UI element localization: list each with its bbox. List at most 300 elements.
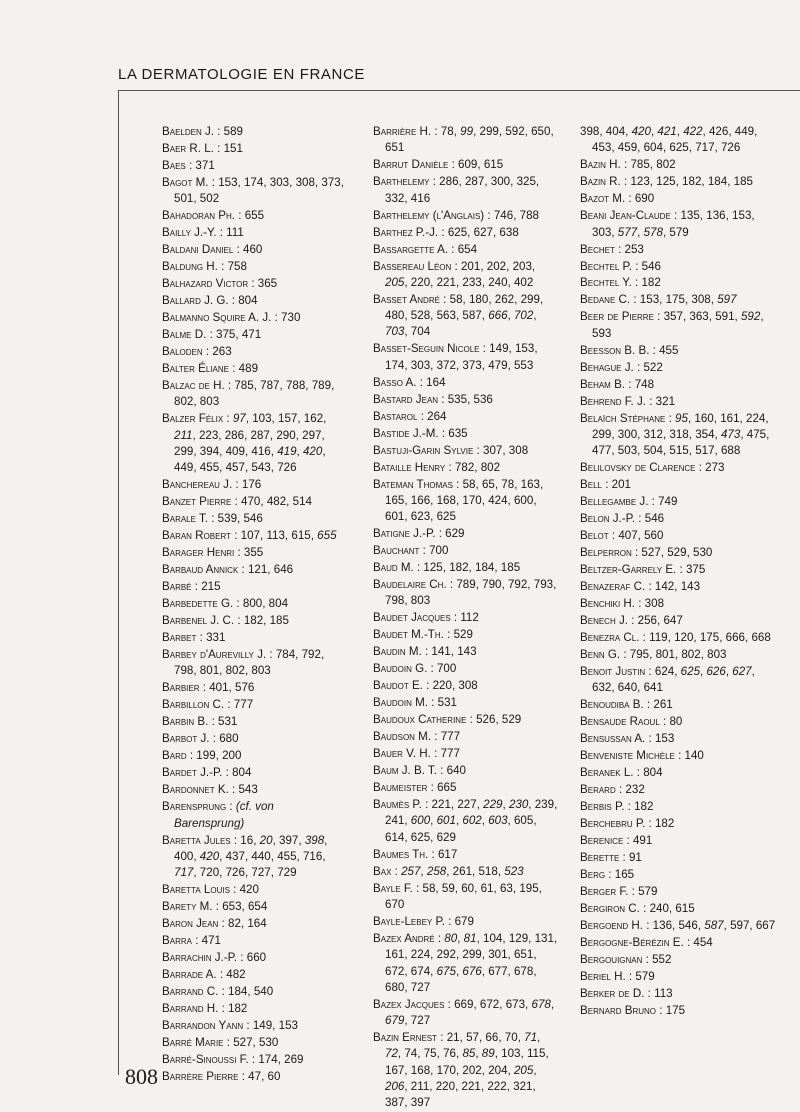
index-entry: Barrière H. : 78, 99, 299, 592, 650, 651: [373, 125, 554, 155]
entry-name: Ballard J. G.: [162, 294, 229, 308]
entry-name: Berenice: [580, 834, 624, 848]
entry-page-refs: 221, 227, 229, 230, 239, 241, 600, 601, 602, 603, 605, 614, 625, 629: [385, 798, 558, 844]
entry-name: Baum J. B. T.: [373, 764, 437, 778]
entry-name: Bard: [162, 749, 187, 763]
index-entry: Banzet Pierre : 470, 482, 514: [162, 495, 312, 509]
entry-page-refs: 522: [643, 360, 663, 374]
index-entry: Baes : 371: [162, 158, 215, 172]
entry-name: Baudot E.: [373, 679, 423, 693]
index-entry: Berard : 232: [580, 783, 645, 797]
index-entry: Baloden : 263: [162, 345, 232, 359]
entry-page-refs: 331: [206, 631, 226, 645]
entry-name: Bayle-Lebey P.: [373, 915, 445, 929]
index-entry: Bax : 257, 258, 261, 518, 523: [373, 864, 524, 878]
entry-page-refs: 804: [643, 766, 663, 780]
entry-page-refs: 47, 60: [248, 1069, 281, 1083]
entry-name: Bazin H.: [580, 158, 621, 172]
entry-page-refs: 123, 125, 182, 184, 185: [630, 175, 753, 189]
index-entry: Barbenel J. C. : 182, 185: [162, 614, 289, 628]
index-entry: Barbedette G. : 800, 804: [162, 597, 289, 611]
index-entry: Barbot J. : 680: [162, 732, 239, 746]
entry-page-refs: 804: [232, 766, 252, 780]
entry-page-refs: 471: [201, 934, 221, 948]
index-entry: Berenice : 491: [580, 834, 653, 848]
index-entry: Behrend F. J. : 321: [580, 394, 676, 408]
entry-page-refs: 58, 180, 262, 299, 480, 528, 563, 587, 666, 702, 703, 704: [385, 292, 544, 339]
index-entry: Beltzer-Garrely E. : 375: [580, 563, 706, 577]
entry-page-refs: 795, 801, 802, 803: [629, 648, 727, 662]
index-column-1: [162, 124, 346, 1083]
entry-name: Baes: [162, 158, 186, 172]
entry-name: Balme D.: [162, 328, 207, 342]
entry-name: Bassereau Léon: [373, 259, 452, 273]
index-entry: Belot : 407, 560: [580, 529, 664, 543]
index-entry: Bataille Henry : 782, 802: [373, 460, 501, 474]
index-entry: Barbé : 215: [162, 580, 221, 594]
entry-name: Baudin M.: [373, 645, 422, 659]
entry-page-refs: 264: [427, 409, 447, 423]
index-entry: Benchiki H. : 308: [580, 597, 665, 611]
index-entry: Bergiron C. : 240, 615: [580, 902, 695, 916]
entry-name: Baran Robert: [162, 529, 231, 543]
index-entry: Bastard Jean : 535, 536: [373, 392, 493, 406]
index-entry: Baron Jean : 82, 164: [162, 917, 267, 931]
entry-page-refs: 142, 143: [654, 580, 701, 594]
index-entry: Benoudiba B. : 261: [580, 698, 673, 712]
index-entry: Bechtel P. : 546: [580, 259, 661, 273]
index-entry: Basset-Seguin Nicole : 149, 153, 174, 303, 372, 373, 479, 553: [373, 342, 538, 372]
entry-name: Barbin B.: [162, 715, 209, 729]
entry-page-refs: 785, 787, 788, 789, 802, 803: [174, 379, 335, 409]
entry-name: Benezra Cl.: [580, 631, 640, 645]
entry-name: Berette: [580, 851, 620, 865]
index-entry: Baer R. L. : 151: [162, 141, 243, 155]
index-entry: Bahadoran Ph. : 655: [162, 209, 265, 223]
entry-page-refs: 746, 788: [493, 208, 539, 222]
entry-name: Beani Jean-Claude: [580, 209, 671, 223]
index-entry: Bassereau Léon : 201, 202, 203, 205, 220, 221, 233, 240, 402: [373, 259, 536, 289]
entry-name: Behague J.: [580, 360, 634, 374]
entry-page-refs: 531: [437, 696, 457, 710]
index-entry: Bazin H. : 785, 802: [580, 158, 676, 172]
index-entry: Bechtel Y. : 182: [580, 276, 661, 290]
entry-page-refs: 182: [654, 817, 675, 831]
index-entry: Baumès P. : 221, 227, 229, 230, 239, 241, 600, 601, 602, 603, 605, 614, 625, 629: [373, 798, 558, 844]
entry-page-refs: 153: [654, 732, 675, 746]
index-entry: Bauer V. H. : 777: [373, 747, 460, 761]
entry-name: Barrade A.: [162, 968, 217, 982]
entry-name: Baudoin M.: [373, 696, 428, 710]
entry-name: Barbillon C.: [162, 698, 225, 712]
entry-page-refs: 176: [241, 478, 262, 492]
entry-page-refs: 286, 287, 300, 325, 332, 416: [385, 175, 540, 205]
index-entry: Belilovsky de Clarence : 273: [580, 461, 725, 475]
entry-name: Barety M.: [162, 900, 213, 914]
entry-name: Baudet M.-Th.: [373, 628, 444, 642]
entry-name: Benazeraf C.: [580, 580, 646, 594]
index-entry: Behague J. : 522: [580, 360, 663, 374]
index-entry: Barrachin J.-P. : 660: [162, 951, 267, 965]
entry-name: Benn G.: [580, 648, 621, 662]
entry-page-refs: 653, 654: [222, 900, 268, 914]
index-entry: Bardet J.-P. : 804: [162, 766, 252, 780]
entry-page-refs: 21, 57, 66, 70, 71, 72, 74, 75, 76, 85, 89, 103, 115, 167, 168, 170, 202, 204, 205, 206, 211, 220, 221, 222, 321, 387, 397: [385, 1031, 549, 1110]
index-entry: Berette : 91: [580, 851, 642, 865]
index-entry: Baudin M. : 141, 143: [373, 645, 477, 659]
entry-name: Bazot M.: [580, 192, 626, 206]
entry-page-refs: 113: [654, 987, 673, 1001]
entry-name: Banchereau J.: [162, 478, 233, 492]
index-entry: Barrère Pierre : 47, 60: [162, 1069, 281, 1083]
index-entry: Balzac de H. : 785, 787, 788, 789, 802, 803: [162, 379, 335, 409]
entry-name: Balter Éliane: [162, 362, 229, 376]
entry-page-refs: 201: [611, 478, 631, 492]
entry-page-refs: 546: [641, 259, 661, 273]
index-entry: Bensaude Raoul : 80: [580, 715, 683, 729]
entry-page-refs: 579: [635, 970, 655, 984]
index-entry: Banchereau J. : 176: [162, 478, 262, 492]
page-number: 808: [125, 1064, 158, 1089]
entry-name: Bastuji-Garin Sylvie: [373, 443, 474, 457]
index-entry: Bernard Bruno : 175: [580, 1004, 686, 1018]
entry-page-refs: 175: [665, 1004, 686, 1018]
index-entry: Bensussan A. : 153: [580, 732, 675, 746]
entry-page-refs: 527, 530: [233, 1035, 279, 1049]
entry-page-refs: 141, 143: [431, 645, 477, 659]
index-entry: Bastuji-Garin Sylvie : 307, 308: [373, 443, 529, 457]
entry-name: Baretta Jules: [162, 833, 231, 847]
index-entry: Beani Jean-Claude : 135, 136, 153, 303, 577, 578, 579: [580, 209, 755, 239]
entry-page-refs: 589: [223, 125, 243, 138]
entry-page-refs: 182: [634, 800, 654, 814]
index-entry: Bazot M. : 690: [580, 192, 655, 206]
index-entry: Barensprung : (cf. von Barensprung): [162, 800, 274, 830]
entry-page-refs: 546: [644, 512, 665, 526]
index-entry: Bell : 201: [580, 478, 631, 492]
index-entry: Bauchant : 700: [373, 544, 449, 558]
entry-page-refs: 491: [632, 834, 653, 848]
entry-name: Bastide J.-M.: [373, 426, 439, 440]
entry-page-refs: 782, 802: [454, 460, 501, 474]
entry-page-refs: 777: [440, 730, 461, 744]
index-entry: Beesson B. B. : 455: [580, 343, 679, 357]
index-entry: Baran Robert : 107, 113, 615, 655: [162, 529, 337, 543]
index-entry: Bergoend H. : 136, 546, 587, 597, 667: [580, 919, 776, 933]
index-entry: Balter Éliane : 489: [162, 362, 259, 376]
entry-name: Bechtel P.: [580, 259, 632, 273]
entry-page-refs: 654: [457, 242, 478, 256]
entry-name: Batigne J.-P.: [373, 527, 436, 541]
entry-name: Baudet Jacques: [373, 611, 451, 625]
index-entry: Baldani Daniel : 460: [162, 243, 263, 257]
index-entry: Benoit Justin : 624, 625, 626, 627, 632, 640, 641: [580, 665, 755, 695]
index-entry: Balhazard Victor : 365: [162, 277, 278, 291]
entry-page-refs: 804: [238, 294, 258, 308]
entry-name: Baer R. L.: [162, 141, 214, 155]
entry-name: Belon J.-P.: [580, 512, 636, 526]
entry-name: Belaïch Stéphane: [580, 411, 666, 425]
entry-name: Barrère Pierre: [162, 1069, 239, 1083]
entry-page-refs: 365: [257, 277, 278, 291]
entry-page-refs: 635: [448, 426, 468, 440]
entry-name: Beer de Pierre: [580, 310, 654, 324]
index-entry: Bechet : 253: [580, 242, 644, 256]
entry-name: Bauer V. H.: [373, 747, 431, 761]
entry-name: Baudson M.: [373, 730, 432, 744]
index-entry: Beranek L. : 804: [580, 766, 663, 780]
entry-page-refs: 165: [614, 868, 635, 882]
entry-page-refs: 164: [426, 375, 446, 389]
index-entry: Baldung H. : 758: [162, 260, 247, 274]
entry-name: Baumeister: [373, 781, 428, 795]
index-column-3: [580, 124, 780, 1054]
index-entry: Barré-Sinoussi F. : 174, 269: [162, 1052, 304, 1066]
entry-name: Barbet: [162, 631, 197, 645]
index-entry: Bergogne-Bérézin E. : 454: [580, 936, 713, 950]
entry-page-refs: 261: [653, 698, 673, 712]
entry-name: Belot: [580, 529, 609, 543]
entry-name: Barrière H.: [373, 125, 432, 138]
entry-page-refs: 78, 99, 299, 592, 650, 651: [385, 125, 554, 155]
entry-page-refs: 321: [655, 394, 676, 408]
entry-page-refs: 125, 182, 184, 185: [423, 561, 521, 575]
entry-page-refs: 199, 200: [196, 749, 242, 763]
entry-name: Barbé: [162, 580, 192, 594]
index-entry: Benveniste Michèle : 140: [580, 749, 704, 763]
entry-name: Baloden: [162, 345, 203, 359]
entry-page-refs: 535, 536: [447, 392, 493, 406]
entry-page-refs: 665: [437, 781, 457, 795]
index-entry: Belon J.-P. : 546: [580, 512, 665, 526]
entry-name: Barrand C.: [162, 985, 219, 999]
entry-page-refs: 16, 20, 397, 398, 400, 420, 437, 440, 455, 716, 717, 720, 726, 727, 729: [174, 833, 328, 880]
index-entry: Baudelaire Ch. : 789, 790, 792, 793, 798, 803: [373, 578, 557, 608]
entry-name: Barrandon Yann: [162, 1018, 244, 1032]
index-entry: Barbillon C. : 777: [162, 698, 254, 712]
entry-page-refs: 112: [460, 611, 479, 625]
entry-name: Balzac de H.: [162, 379, 225, 393]
entry-name: Berbis P.: [580, 800, 625, 814]
entry-name: Belperron: [580, 546, 632, 560]
entry-page-refs: 526, 529: [476, 713, 522, 727]
entry-page-refs: 135, 136, 153, 303, 577, 578, 579: [592, 209, 755, 239]
index-entry: Barale T. : 539, 546: [162, 512, 263, 526]
entry-page-refs: 111: [226, 226, 244, 240]
index-entry: Bagot M. : 153, 174, 303, 308, 373, 501, 502: [162, 175, 344, 206]
entry-page-refs: 609, 615: [458, 158, 504, 172]
index-entry: Bateman Thomas : 58, 65, 78, 163, 165, 166, 168, 170, 424, 600, 601, 623, 625: [373, 477, 544, 524]
index-entry: Baretta Jules : 16, 20, 397, 398, 400, 420, 437, 440, 455, 716, 717, 720, 726, 727, 729: [162, 833, 328, 880]
entry-page-refs: 748: [634, 377, 655, 391]
entry-page-refs: 201, 202, 203, 205, 220, 221, 233, 240, 402: [385, 259, 536, 289]
entry-name: Bernard Bruno: [580, 1004, 657, 1018]
index-entry: Baum J. B. T. : 640: [373, 764, 466, 778]
entry-name: Bechet: [580, 242, 615, 256]
index-entry: Bazin R. : 123, 125, 182, 184, 185: [580, 175, 753, 189]
entry-page-refs: 482: [226, 968, 246, 982]
entry-page-refs: 617: [437, 847, 458, 861]
entry-name: Bataille Henry: [373, 460, 446, 474]
index-entry: Beham B. : 748: [580, 377, 655, 391]
index-columns: [0, 124, 800, 1110]
entry-page-refs: 669, 672, 673, 678, 679, 727: [385, 997, 555, 1028]
index-entry: Berchebru P. : 182: [580, 817, 675, 831]
entry-page-refs: 552: [652, 953, 672, 967]
index-entry: Balme D. : 375, 471: [162, 328, 262, 342]
entry-page-refs: 307, 308: [483, 443, 529, 457]
index-entry: Berker de D. : 113: [580, 987, 673, 1001]
entry-name: Bateman Thomas: [373, 477, 453, 491]
entry-page-refs: 58, 59, 60, 61, 63, 195, 670: [385, 881, 542, 912]
entry-name: Bensussan A.: [580, 732, 646, 746]
index-entry: Bailly J.-Y. : 111: [162, 226, 244, 240]
entry-name: Bedane C.: [580, 293, 631, 307]
entry-page-refs: 140: [684, 749, 704, 763]
index-entry: Beer de Pierre : 357, 363, 591, 592, 593: [580, 310, 764, 340]
index-entry: Bard : 199, 200: [162, 749, 242, 763]
index-entry: Bastarol : 264: [373, 409, 447, 423]
entry-name: Barale T.: [162, 512, 208, 526]
entry-name: Bellegambe J.: [580, 495, 649, 509]
entry-name: Bardonnet K.: [162, 783, 229, 797]
entry-name: Basso A.: [373, 375, 417, 389]
header-rule: [118, 90, 800, 91]
entry-name: Bechtel Y.: [580, 276, 632, 290]
index-entry: Bazex André : 80, 81, 104, 129, 131, 161, 224, 292, 299, 301, 651, 672, 674, 675, 676, 677, 678, 680, 727: [373, 932, 558, 994]
entry-name: Bax: [373, 864, 392, 878]
entry-page-refs: 256, 647: [637, 614, 683, 628]
entry-page-refs: 184, 540: [228, 985, 274, 999]
entry-page-refs: 624, 625, 626, 627, 632, 640, 641: [592, 665, 755, 695]
entry-page-refs: 355: [243, 546, 264, 560]
entry-name: Baumès P.: [373, 798, 422, 812]
entry-name: Bahadoran Ph.: [162, 209, 236, 223]
entry-name: Benchiki H.: [580, 597, 635, 611]
entry-name: Bagot M.: [162, 175, 209, 189]
entry-name: Barrand H.: [162, 1002, 219, 1015]
entry-name: Banzet Pierre: [162, 495, 232, 509]
entry-name: Balzer Félix: [162, 412, 224, 426]
entry-page-refs: 489: [238, 362, 259, 376]
entry-name: Bardet J.-P.: [162, 766, 223, 780]
entry-page-refs: 401, 576: [209, 681, 255, 695]
index-entry: Barbin B. : 531: [162, 715, 238, 729]
entry-page-refs: 182: [228, 1002, 248, 1015]
entry-page-refs: 680: [219, 732, 239, 746]
entry-name: Bazex Jacques: [373, 997, 445, 1011]
entry-page-refs: 308: [644, 597, 665, 611]
index-entry: Berger F. : 579: [580, 885, 658, 899]
entry-page-refs: 107, 113, 615, 655: [240, 529, 337, 543]
entry-name: Bensaude Raoul: [580, 715, 660, 729]
entry-name: Berard: [580, 783, 616, 797]
entry-name: Barré-Sinoussi F.: [162, 1052, 249, 1066]
entry-name: Berger F.: [580, 885, 629, 899]
entry-name: Baldani Daniel: [162, 243, 234, 257]
index-entry: Baudot E. : 220, 308: [373, 679, 478, 693]
index-entry: Barrandon Yann : 149, 153: [162, 1018, 298, 1032]
entry-name: Berg: [580, 868, 606, 882]
entry-name: Barensprung: [162, 800, 227, 814]
entry-name: Baretta Louis: [162, 883, 230, 897]
entry-name: Behrend F. J.: [580, 394, 646, 408]
entry-page-refs: 789, 790, 792, 793, 798, 803: [385, 578, 557, 608]
index-entry: Benezra Cl. : 119, 120, 175, 666, 668: [580, 631, 771, 645]
entry-page-refs: 153, 175, 308, 597: [639, 293, 737, 307]
entry-name: Bergouignan: [580, 953, 643, 967]
entry-name: Barrut Danièle: [373, 158, 449, 172]
entry-page-refs: 470, 482, 514: [241, 495, 312, 509]
entry-name: Belilovsky de Clarence: [580, 461, 696, 475]
entry-page-refs: 579: [638, 885, 658, 899]
entry-page-refs: 539, 546: [217, 512, 263, 526]
index-entry: Barbier : 401, 576: [162, 681, 255, 695]
index-entry: Bergouignan : 552: [580, 953, 672, 967]
entry-page-refs: 220, 308: [432, 679, 478, 693]
index-entry: Bellegambe J. : 749: [580, 495, 678, 509]
index-entry: Barrand H. : 182: [162, 1002, 248, 1015]
entry-page-refs: 149, 153: [252, 1018, 298, 1032]
index-entry: Berg : 165: [580, 868, 635, 882]
entry-name: Barbenel J. C.: [162, 614, 235, 628]
entry-page-refs: 149, 153, 174, 303, 372, 373, 479, 553: [385, 342, 538, 372]
entry-page-refs: 151: [223, 141, 243, 155]
index-entry: Bastide J.-M. : 635: [373, 426, 468, 440]
entry-page-refs: 357, 363, 591, 592, 593: [592, 310, 764, 340]
entry-page-refs: 232: [625, 783, 645, 797]
entry-name: Beriel H.: [580, 970, 626, 984]
index-entry: Barbey d'Aurevilly J. : 784, 792, 798, 801, 802, 803: [162, 648, 325, 678]
entry-name: Bazin R.: [580, 175, 621, 189]
index-entry: Basset André : 58, 180, 262, 299, 480, 528, 563, 587, 666, 702, 703, 704: [373, 292, 544, 339]
entry-name: Bergogne-Bérézin E.: [580, 936, 684, 950]
entry-page-refs: 660: [246, 951, 267, 965]
entry-name: Baumes Th.: [373, 847, 429, 861]
index-entry: Barbet : 331: [162, 631, 226, 645]
index-entry: Benech J. : 256, 647: [580, 614, 683, 628]
entry-name: Bassargette A.: [373, 242, 449, 256]
entry-page-refs: 529: [453, 628, 473, 642]
entry-name: Barbot J.: [162, 732, 210, 746]
entry-page-refs: 700: [436, 662, 457, 676]
index-entry: Bayle-Lebey P. : 679: [373, 915, 474, 929]
entry-name: Barbedette G.: [162, 597, 234, 611]
entry-page-refs: 655: [244, 209, 265, 223]
entry-name: Berker de D.: [580, 987, 645, 1001]
entry-page-refs: 398, 404, 420, 421, 422, 426, 449, 453, 459, 604, 625, 717, 726: [580, 125, 758, 155]
entry-name: Barrachin J.-P.: [162, 951, 238, 965]
entry-name: Beham B.: [580, 377, 626, 391]
index-entry: Bardonnet K. : 543: [162, 783, 258, 797]
index-entry: Baud M. : 125, 182, 184, 185: [373, 561, 521, 575]
index-entry: Bassargette A. : 654: [373, 242, 478, 256]
entry-page-refs: 182: [641, 276, 661, 290]
entry-page-refs: 182, 185: [243, 614, 289, 628]
entry-name: Barthelemy: [373, 175, 430, 189]
entry-page-refs: 80: [669, 715, 683, 729]
entry-page-refs: 527, 529, 530: [641, 546, 713, 560]
index-entry: Barrand C. : 184, 540: [162, 985, 274, 999]
entry-name: Barra: [162, 934, 192, 948]
index-entry: Baudoin M. : 531: [373, 696, 457, 710]
index-entry: Barra : 471: [162, 934, 221, 948]
entry-page-refs: 97, 103, 157, 162, 211, 223, 286, 287, 290, 297, 299, 394, 409, 416, 419, 420, 449, 455, 457, 543, 726: [174, 412, 327, 475]
entry-page-refs: 263: [212, 345, 232, 359]
entry-name: Barré Marie: [162, 1035, 224, 1049]
index-entry: Baelden J. : 589: [162, 125, 243, 138]
index-entry: Baudoin G. : 700: [373, 662, 457, 676]
entry-name: Bazin Ernest: [373, 1031, 438, 1045]
